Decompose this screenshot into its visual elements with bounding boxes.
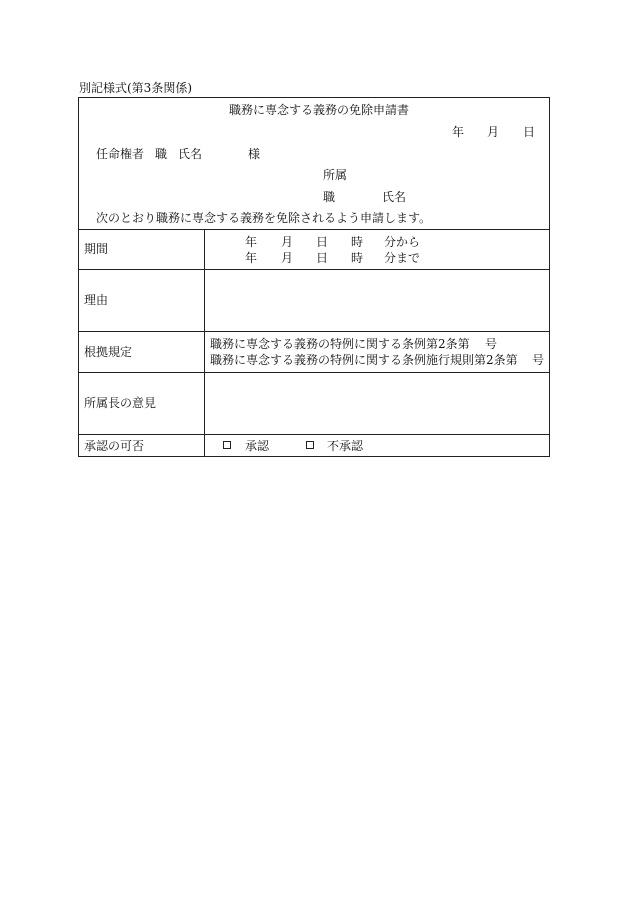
- row-divider-basis: [78, 372, 550, 373]
- period-to-day: 日: [316, 251, 329, 265]
- row-divider-period: [78, 269, 550, 270]
- applicant-position-label: 職: [323, 190, 336, 204]
- period-from-day: 日: [316, 235, 329, 249]
- period-to-minute: 分まで: [384, 251, 421, 265]
- period-from-month: 月: [281, 235, 294, 249]
- addressee-position: 職: [155, 147, 168, 161]
- addressee-name-label: 氏名: [178, 147, 203, 161]
- addressee-honorific: 様: [248, 147, 261, 161]
- approve-checkbox[interactable]: [223, 441, 231, 449]
- addressee-authority: 任命権者: [96, 147, 145, 161]
- reason-label: 理由: [84, 293, 109, 307]
- form-title: 職務に専念する義務の免除申請書: [229, 103, 410, 117]
- basis-line1-suffix: 号: [485, 337, 498, 351]
- date-month-label: 月: [487, 125, 500, 139]
- period-to-year: 年: [245, 251, 258, 265]
- basis-line2-suffix: 号: [532, 353, 545, 367]
- reject-checkbox[interactable]: [306, 441, 314, 449]
- form-label: 別記様式(第3条関係): [79, 81, 192, 95]
- reject-option-label: 不承認: [327, 439, 364, 453]
- basis-label: 根拠規定: [84, 345, 133, 359]
- date-year-label: 年: [452, 125, 465, 139]
- row-divider-reason: [78, 331, 550, 332]
- basis-line1-text: 職務に専念する義務の特例に関する条例第2条第: [210, 337, 470, 351]
- table-top-border: [78, 229, 550, 230]
- basis-line2-text: 職務に専念する義務の特例に関する条例施行規則第2条第: [210, 353, 518, 367]
- request-text: 次のとおり職務に専念する義務を免除されるよう申請します。: [96, 211, 432, 225]
- opinion-label: 所属長の意見: [84, 396, 157, 410]
- row-divider-opinion: [78, 434, 550, 435]
- period-from-hour: 時: [351, 235, 364, 249]
- period-from-year: 年: [245, 235, 258, 249]
- period-from-minute: 分から: [384, 235, 421, 249]
- period-to-month: 月: [281, 251, 294, 265]
- period-to-hour: 時: [351, 251, 364, 265]
- approval-label: 承認の可否: [84, 439, 145, 453]
- applicant-affiliation-label: 所属: [323, 168, 348, 182]
- applicant-name-label: 氏名: [382, 190, 407, 204]
- period-label: 期間: [84, 242, 109, 256]
- date-day-label: 日: [523, 125, 536, 139]
- approve-option-label: 承認: [245, 439, 270, 453]
- column-divider: [204, 229, 205, 457]
